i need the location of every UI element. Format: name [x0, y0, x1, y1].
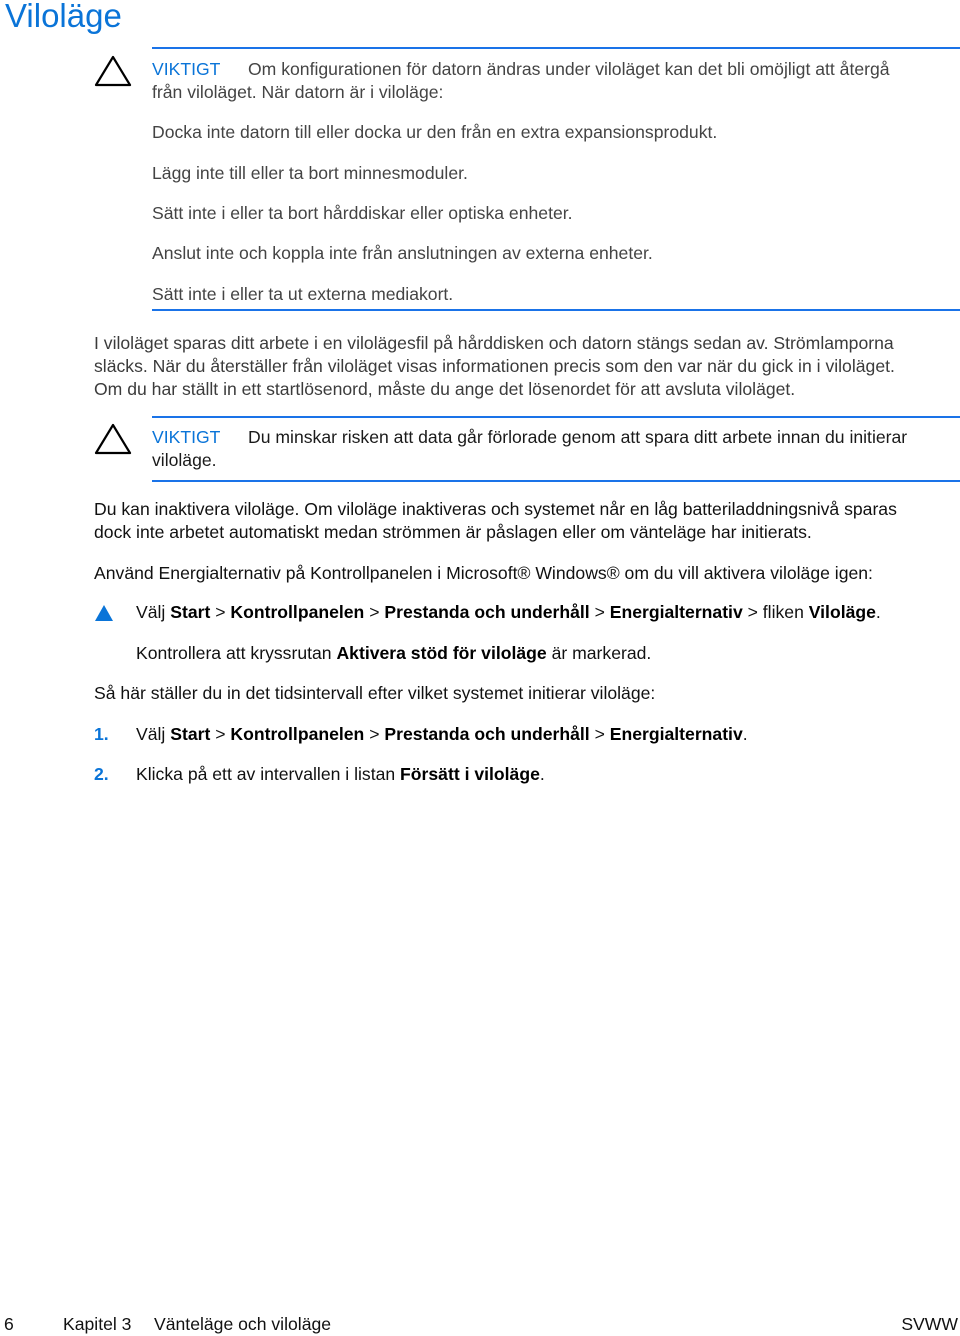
note-list-item: Docka inte datorn till eller docka ur den från en extra expansionsprodukt. — [152, 122, 718, 142]
warning-triangle-icon — [94, 423, 132, 455]
page-title: Viloläge — [5, 0, 122, 34]
paragraph-line: dock inte arbetet automatiskt medan strömmen är påslagen eller om vänteläge har initierats. — [94, 522, 812, 542]
note-top-rule — [152, 47, 960, 49]
footer-chapter-title: Vänteläge och viloläge — [154, 1314, 332, 1334]
list-number: 1. — [94, 724, 109, 744]
paragraph-line: Du kan inaktivera viloläge. Om viloläge inaktiveras och systemet når en låg batteriladdningsnivå sparas — [94, 499, 897, 519]
note-bottom-rule — [152, 309, 960, 311]
list-number: 2. — [94, 764, 109, 784]
note-bottom-rule — [152, 480, 960, 482]
note-list-item: Sätt inte i eller ta bort hårddiskar eller optiska enheter. — [152, 203, 573, 223]
note-line: VIKTIGT Om konfigurationen för datorn ändras under viloläget kan det bli omöjligt att återgå — [152, 58, 960, 82]
note-list-item: Anslut inte och koppla inte från anslutningen av externa enheter. — [152, 243, 653, 263]
procedure-step: Välj Start > Kontrollpanelen > Prestanda och underhåll > Energialternativ > fliken Viloläge. — [136, 602, 881, 622]
list-item: Välj Start > Kontrollpanelen > Prestanda och underhåll > Energialternativ. — [136, 724, 748, 744]
note-line: VIKTIGT Du minskar risken att data går förlorade genom att spara ditt arbete innan du initierar — [152, 426, 960, 450]
footer-chapter: Kapitel 3 — [63, 1314, 132, 1334]
list-item: Klicka på ett av intervallen i listan Försätt i viloläge. — [136, 764, 545, 784]
procedure-substep: Kontrollera att kryssrutan Aktivera stöd för viloläge är markerad. — [136, 643, 652, 663]
note-line: från viloläget. När datorn är i viloläge: — [152, 82, 444, 102]
note-top-rule — [152, 416, 960, 418]
paragraph-line: släcks. När du återställer från viloläget visas informationen precis som den var när du gick in i viloläget. — [94, 356, 895, 376]
paragraph-line: I viloläget sparas ditt arbete i en vilolägesfil på hårddisken och datorn stängs sedan av. Strömlamporna — [94, 333, 894, 353]
footer-page-number: 6 — [4, 1314, 14, 1334]
note-list-item: Sätt inte i eller ta ut externa mediakort. — [152, 284, 454, 304]
note-keyword: VIKTIGT — [152, 59, 221, 79]
step-triangle-icon — [94, 604, 114, 622]
paragraph-line: Använd Energialternativ på Kontrollpanelen i Microsoft® Windows® om du vill aktivera viloläge igen: — [94, 563, 873, 583]
footer-code: SVWW — [901, 1314, 958, 1334]
note-list-item: Lägg inte till eller ta bort minnesmoduler. — [152, 163, 468, 183]
warning-triangle-icon — [94, 55, 132, 87]
note-line: viloläge. — [152, 450, 217, 470]
paragraph-line: Om du har ställt in ett startlösenord, måste du ange det lösenordet för att avsluta viloläget. — [94, 379, 796, 399]
note-keyword: VIKTIGT — [152, 427, 221, 447]
paragraph-line: Så här ställer du in det tidsintervall efter vilket systemet initierar viloläge: — [94, 683, 656, 703]
